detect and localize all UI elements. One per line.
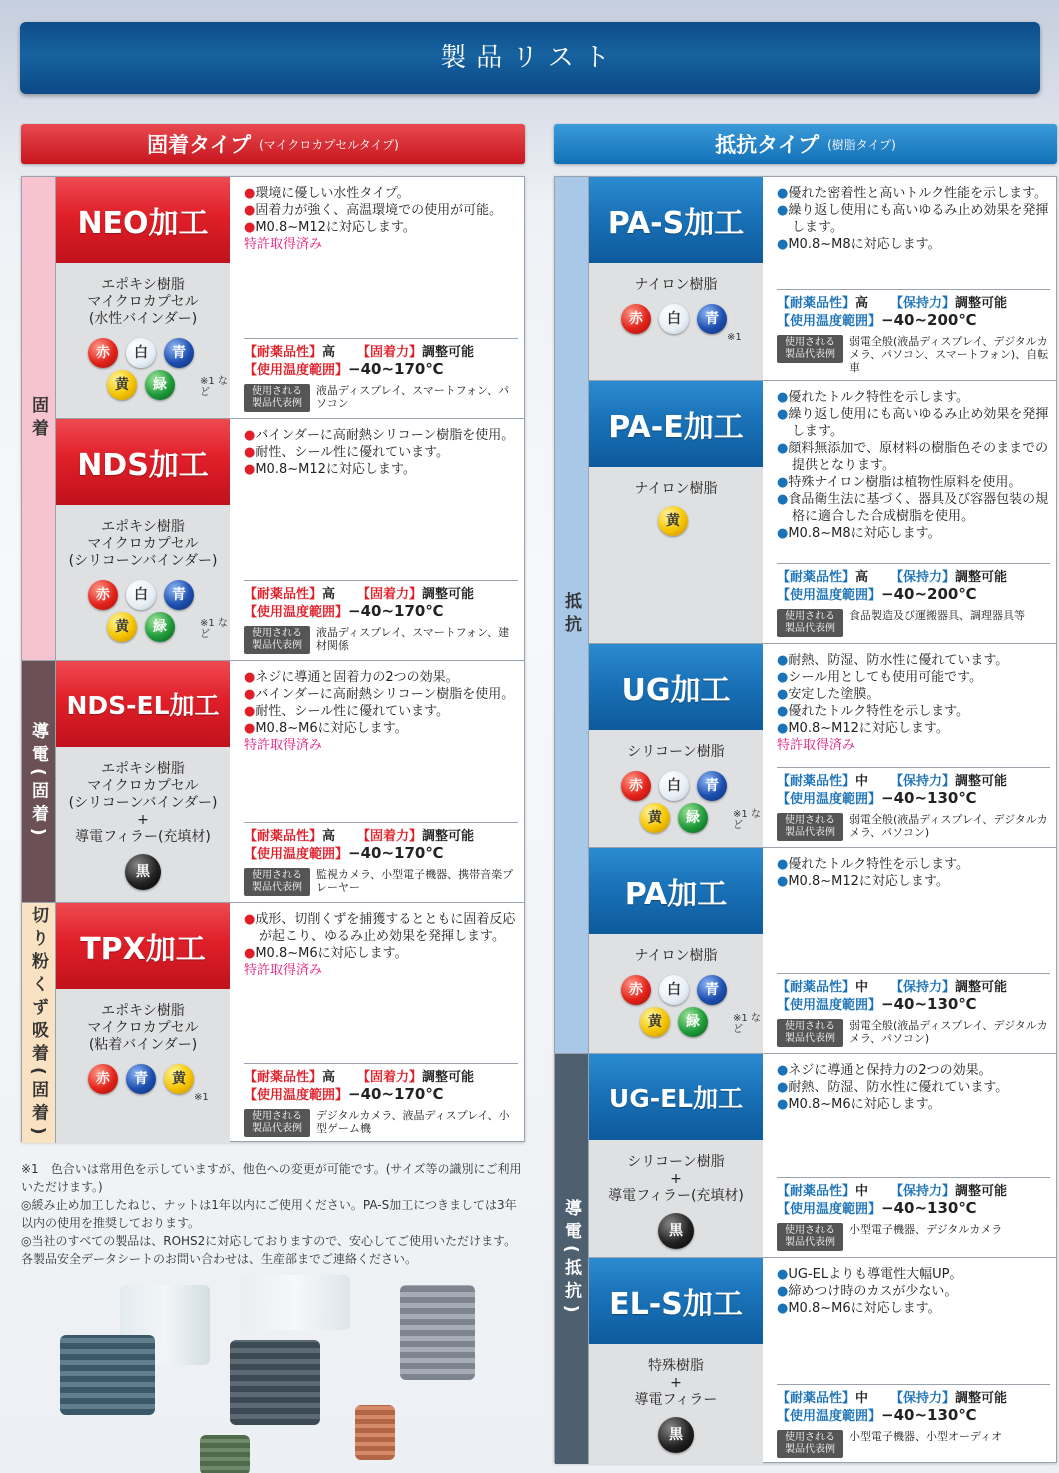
material-line: (シリコーンバインダー) xyxy=(68,795,218,811)
product-row-ug-el xyxy=(589,1054,1056,1258)
description-item: ●M0.8~M12に対応します。 xyxy=(777,874,949,889)
product-row-neo xyxy=(56,177,524,419)
description-item: ●環境に優しい水性タイプ。 xyxy=(244,186,410,201)
color-footnote-mark: ※1 など xyxy=(200,376,228,398)
fixing-type-subtitle: (マイクロカプセルタイプ) xyxy=(259,137,399,152)
product-name: UG-EL加工 xyxy=(589,1054,763,1140)
white-color-ball: 白 xyxy=(659,771,689,801)
description-item: ●M0.8~M8に対応します。 xyxy=(777,526,941,541)
product-description xyxy=(777,1062,1050,1113)
material-line: マイクロカプセル xyxy=(87,778,199,794)
examples-text: デジタルカメラ、液晶ディスプレイ、小型ゲーム機 xyxy=(316,1109,510,1135)
spec-line: 【耐薬品性】高 【固着力】調整可能 xyxy=(244,587,475,602)
product-examples xyxy=(777,1430,1050,1458)
examples-tag: 使用される製品代表例 xyxy=(244,1109,310,1137)
patent-label: 特許取得済み xyxy=(777,738,856,753)
blue-color-ball: 青 xyxy=(697,975,727,1005)
green-color-ball: 緑 xyxy=(145,370,175,400)
product-specs xyxy=(244,338,518,412)
product-examples xyxy=(244,868,518,896)
material-line: マイクロカプセル xyxy=(87,294,199,310)
examples-text: 液晶ディスプレイ、スマートフォン、建材関係 xyxy=(316,626,510,652)
product-description xyxy=(777,185,1050,253)
product-name: TPX加工 xyxy=(56,903,230,989)
spec-line: 【耐薬品性】中 【保持力】調整可能 xyxy=(777,1184,1008,1199)
temperature-line: 【使用温度範囲】−40~170℃ xyxy=(244,1085,444,1103)
temperature-line: 【使用温度範囲】−40~130℃ xyxy=(777,995,977,1013)
spec-line: 【耐薬品性】高 【保持力】調整可能 xyxy=(777,296,1008,311)
blue-color-ball: 青 xyxy=(164,580,194,610)
description-item: ●顔料無添加で、原材料の樹脂色そのままでの提供となります。 xyxy=(777,441,1049,473)
resistance-type-title: 抵抗タイプ xyxy=(715,133,820,157)
product-examples xyxy=(777,335,1050,374)
examples-text: 弱電全般(液晶ディスプレイ、デジタルカメラ、パソコン) xyxy=(849,813,1048,839)
examples-text: 液晶ディスプレイ、スマートフォン、パソコン xyxy=(316,384,510,410)
examples-tag: 使用される製品代表例 xyxy=(777,1430,843,1458)
footnote: ※1 色合いは常用色を示していますが、他色への変更が可能です。(サイズ等の識別にご利用いただけます。) xyxy=(21,1162,522,1194)
description-item: ●M0.8~M12に対応します。 xyxy=(244,462,416,477)
color-footnote-mark: ※1 xyxy=(194,1092,209,1103)
description-item: ●M0.8~M12に対応します。 xyxy=(244,220,416,235)
product-description xyxy=(244,427,518,478)
white-color-ball: 白 xyxy=(659,304,689,334)
category-label: 切り粉くず吸着(固着) xyxy=(28,905,48,1141)
material-line: シリコーン樹脂 xyxy=(627,1154,725,1170)
temperature-line: 【使用温度範囲】−40~130℃ xyxy=(777,789,977,807)
description-item: ●シール用としても使用可能です。 xyxy=(777,670,983,685)
product-examples xyxy=(777,609,1050,637)
product-examples xyxy=(244,384,518,412)
white-color-ball: 白 xyxy=(126,338,156,368)
examples-tag: 使用される製品代表例 xyxy=(244,626,310,654)
footnote: ◎当社のすべての製品は、ROHS2に対応しておりますので、安心してご使用いただけます。各製品安全データシートのお問い合わせは、生産部までご連絡ください。 xyxy=(21,1234,517,1266)
material-line: ナイロン樹脂 xyxy=(634,948,718,964)
description-item: ●安定した塗膜。 xyxy=(777,687,880,702)
product-specs xyxy=(244,822,518,896)
product-material-box xyxy=(56,747,230,902)
temperature-line: 【使用温度範囲】−40~170℃ xyxy=(244,844,444,862)
material-line: ナイロン樹脂 xyxy=(634,277,718,293)
category-fixing xyxy=(22,177,56,661)
examples-text: 食品製造及び運搬器具、調理器具等 xyxy=(849,609,1025,622)
description-item: ●M0.8~M12に対応します。 xyxy=(777,721,949,736)
spec-line: 【耐薬品性】中 【保持力】調整可能 xyxy=(777,774,1008,789)
description-item: ●成形、切削くずを捕獲するとともに固着反応が起こり、ゆるみ止め効果を発揮します。 xyxy=(244,912,516,944)
green-color-ball: 緑 xyxy=(678,803,708,833)
description-item: ●UG-ELよりも導電性大幅UP。 xyxy=(777,1267,963,1282)
patent-label: 特許取得済み xyxy=(244,963,323,978)
material-line: エポキシ樹脂 xyxy=(101,277,185,293)
spec-line: 【耐薬品性】高 【固着力】調整可能 xyxy=(244,1070,475,1085)
red-color-ball: 赤 xyxy=(621,975,651,1005)
material-line: (水性バインダー) xyxy=(88,311,198,327)
material-line: (粘着バインダー) xyxy=(88,1037,198,1053)
product-material-box xyxy=(589,1344,763,1464)
black-color-ball: 黒 xyxy=(658,1213,694,1249)
product-material-box xyxy=(56,505,230,660)
temperature-line: 【使用温度範囲】−40~170℃ xyxy=(244,360,444,378)
product-description xyxy=(777,389,1050,542)
red-color-ball: 赤 xyxy=(88,338,118,368)
product-row-ug xyxy=(589,644,1056,848)
fixing-type-header xyxy=(21,124,525,164)
product-description xyxy=(777,652,1050,754)
blue-color-ball: 青 xyxy=(126,1064,156,1094)
product-material-box xyxy=(589,934,763,1053)
description-item: ●M0.8~M6に対応します。 xyxy=(777,1097,941,1112)
product-examples xyxy=(777,1223,1050,1251)
fixing-type-title: 固着タイプ xyxy=(147,133,252,157)
red-color-ball: 赤 xyxy=(88,1064,118,1094)
description-item: ●優れたトルク特性を示します。 xyxy=(777,857,970,872)
product-specs xyxy=(777,767,1050,841)
product-name: EL-S加工 xyxy=(589,1258,763,1344)
examples-tag: 使用される製品代表例 xyxy=(777,1223,843,1251)
description-item: ●バインダーに高耐熱シリコーン樹脂を使用。 xyxy=(244,428,515,443)
yellow-color-ball: 黄 xyxy=(658,506,688,536)
description-item: ●優れた密着性と高いトルク性能を示します。 xyxy=(777,186,1048,201)
description-item: ●バインダーに高耐熱シリコーン樹脂を使用。 xyxy=(244,687,515,702)
red-color-ball: 赤 xyxy=(621,771,651,801)
temperature-line: 【使用温度範囲】−40~200℃ xyxy=(777,585,977,603)
examples-text: 小型電子機器、小型オーディオ xyxy=(849,1430,1003,1443)
patent-label: 特許取得済み xyxy=(244,237,323,252)
product-examples xyxy=(777,1019,1050,1047)
white-color-ball: 白 xyxy=(126,580,156,610)
description-item: ●優れたトルク特性を示します。 xyxy=(777,390,970,405)
screws-photo xyxy=(40,1275,540,1473)
product-row-pa-s xyxy=(589,177,1056,381)
temperature-line: 【使用温度範囲】−40~200℃ xyxy=(777,311,977,329)
spec-line: 【耐薬品性】高 【保持力】調整可能 xyxy=(777,570,1008,585)
product-specs xyxy=(244,1063,518,1137)
examples-tag: 使用される製品代表例 xyxy=(777,1019,843,1047)
material-line: 特殊樹脂 xyxy=(648,1358,704,1374)
examples-tag: 使用される製品代表例 xyxy=(777,813,843,841)
product-row-nds-el xyxy=(56,661,524,903)
description-item: ●繰り返し使用にも高いゆるみ止め効果を発揮します。 xyxy=(777,203,1049,235)
color-footnote-mark: ※1 xyxy=(727,332,742,343)
resistance-products-table xyxy=(554,176,1057,1463)
material-line: 導電フィラー xyxy=(634,1392,718,1408)
yellow-color-ball: 黄 xyxy=(107,612,137,642)
product-examples xyxy=(244,1109,518,1137)
examples-tag: 使用される製品代表例 xyxy=(777,609,843,637)
description-item: ●M0.8~M6に対応します。 xyxy=(244,721,408,736)
page-banner: 製品リスト xyxy=(20,22,1040,94)
yellow-color-ball: 黄 xyxy=(640,1007,670,1037)
red-color-ball: 赤 xyxy=(621,304,651,334)
category-label: 固着 xyxy=(28,395,48,442)
category-resistance xyxy=(555,177,589,1054)
material-line: エポキシ樹脂 xyxy=(101,761,185,777)
description-item: ●耐熱、防湿、防水性に優れています。 xyxy=(777,1080,1009,1095)
description-item: ●耐熱、防湿、防水性に優れています。 xyxy=(777,653,1009,668)
material-line: 導電フィラー(充填材) xyxy=(608,1188,744,1204)
black-color-ball: 黒 xyxy=(125,854,161,890)
description-item: ●ネジに導通と固着力の2つの効果。 xyxy=(244,670,459,685)
product-specs xyxy=(777,289,1050,374)
product-description xyxy=(777,1266,1050,1317)
category-label: 導電(抵抗) xyxy=(561,1199,581,1319)
product-name: NEO加工 xyxy=(56,177,230,263)
material-line: + xyxy=(670,1375,682,1391)
color-footnote-mark: ※1 など xyxy=(733,1013,761,1035)
examples-text: 弱電全般(液晶ディスプレイ、デジタルカメラ、パソコン、スマートフォン)、自転車 xyxy=(849,335,1049,374)
product-name: PA-E加工 xyxy=(589,381,763,467)
footnotes xyxy=(21,1160,526,1268)
material-line: ナイロン樹脂 xyxy=(634,481,718,497)
description-item: ●M0.8~M6に対応します。 xyxy=(244,946,408,961)
examples-tag: 使用される製品代表例 xyxy=(244,868,310,896)
product-description xyxy=(244,669,518,754)
material-line: エポキシ樹脂 xyxy=(101,519,185,535)
color-footnote-mark: ※1 など xyxy=(200,618,228,640)
description-item: ●M0.8~M6に対応します。 xyxy=(777,1301,941,1316)
description-item: ●食品衛生法に基づく、器具及び容器包装の規格に適合した合成樹脂を使用。 xyxy=(777,492,1049,524)
yellow-color-ball: 黄 xyxy=(164,1064,194,1094)
product-specs xyxy=(777,1177,1050,1251)
product-examples xyxy=(244,626,518,654)
yellow-color-ball: 黄 xyxy=(107,370,137,400)
product-specs xyxy=(777,1384,1050,1458)
description-item: ●繰り返し使用にも高いゆるみ止め効果を発揮します。 xyxy=(777,407,1049,439)
product-description xyxy=(244,911,518,979)
color-footnote-mark: ※1 など xyxy=(733,809,761,831)
spec-line: 【耐薬品性】中 【保持力】調整可能 xyxy=(777,1391,1008,1406)
product-name: PA-S加工 xyxy=(589,177,763,263)
examples-tag: 使用される製品代表例 xyxy=(244,384,310,412)
description-item: ●特殊ナイロン樹脂は植物性原料を使用。 xyxy=(777,475,1022,490)
footnote: ◎緩み止め加工したねじ、ナットは1年以内にご使用ください。PA-S加工につきましては3年以内の使用を推奨しております。 xyxy=(21,1198,517,1230)
category-chip-fixing xyxy=(22,903,56,1143)
product-examples xyxy=(777,813,1050,841)
description-item: ●ネジに導通と保持力の2つの効果。 xyxy=(777,1063,992,1078)
product-row-nds xyxy=(56,419,524,661)
blue-color-ball: 青 xyxy=(164,338,194,368)
description-item: ●固着力が強く、高温環境での使用が可能。 xyxy=(244,203,503,218)
fixing-products-table xyxy=(21,176,525,1142)
material-line: 導電フィラー(充填材) xyxy=(75,829,211,845)
product-name: UG加工 xyxy=(589,644,763,730)
spec-line: 【耐薬品性】高 【固着力】調整可能 xyxy=(244,345,475,360)
examples-text: 弱電全般(液晶ディスプレイ、デジタルカメラ、パソコン) xyxy=(849,1019,1048,1045)
product-name: PA加工 xyxy=(589,848,763,934)
description-item: ●耐性、シール性に優れています。 xyxy=(244,445,450,460)
material-line: マイクロカプセル xyxy=(87,536,199,552)
product-row-el-s xyxy=(589,1258,1056,1464)
examples-text: 小型電子機器、デジタルカメラ xyxy=(849,1223,1003,1236)
description-item: ●耐性、シール性に優れています。 xyxy=(244,704,450,719)
resistance-type-header xyxy=(554,124,1057,164)
resistance-type-subtitle: (樹脂タイプ) xyxy=(827,137,896,152)
material-line: + xyxy=(137,812,149,828)
material-line: シリコーン樹脂 xyxy=(627,744,725,760)
product-material-box xyxy=(589,263,763,380)
description-item: ●優れたトルク特性を示します。 xyxy=(777,704,970,719)
product-description xyxy=(244,185,518,253)
material-line: エポキシ樹脂 xyxy=(101,1003,185,1019)
category-conductive-resistance xyxy=(555,1054,589,1464)
material-line: + xyxy=(670,1171,682,1187)
material-line: (シリコーンバインダー) xyxy=(68,553,218,569)
black-color-ball: 黒 xyxy=(658,1417,694,1453)
examples-text: 監視カメラ、小型電子機器、携帯音楽プレーヤー xyxy=(316,868,514,894)
temperature-line: 【使用温度範囲】−40~130℃ xyxy=(777,1406,977,1424)
product-row-pa-e xyxy=(589,381,1056,644)
blue-color-ball: 青 xyxy=(697,304,727,334)
product-material-box xyxy=(589,730,763,847)
product-name: NDS加工 xyxy=(56,419,230,505)
product-material-box xyxy=(56,989,230,1143)
material-line: マイクロカプセル xyxy=(87,1020,199,1036)
product-row-tpx xyxy=(56,903,524,1143)
product-material-box xyxy=(56,263,230,418)
category-conductive-fixing xyxy=(22,661,56,903)
temperature-line: 【使用温度範囲】−40~170℃ xyxy=(244,602,444,620)
category-label: 抵抗 xyxy=(561,592,581,638)
product-name: NDS-EL加工 xyxy=(56,661,230,747)
green-color-ball: 緑 xyxy=(678,1007,708,1037)
category-label: 導電(固着) xyxy=(28,721,48,842)
product-specs xyxy=(777,973,1050,1047)
spec-line: 【耐薬品性】中 【保持力】調整可能 xyxy=(777,980,1008,995)
red-color-ball: 赤 xyxy=(88,580,118,610)
temperature-line: 【使用温度範囲】−40~130℃ xyxy=(777,1199,977,1217)
examples-tag: 使用される製品代表例 xyxy=(777,335,843,363)
description-item: ●締めつけ時のカスが少ない。 xyxy=(777,1284,958,1299)
product-material-box xyxy=(589,467,763,643)
description-item: ●M0.8~M8に対応します。 xyxy=(777,237,941,252)
green-color-ball: 緑 xyxy=(145,612,175,642)
product-material-box xyxy=(589,1140,763,1257)
patent-label: 特許取得済み xyxy=(244,738,323,753)
product-row-pa xyxy=(589,848,1056,1054)
product-specs xyxy=(244,580,518,654)
product-specs xyxy=(777,563,1050,637)
yellow-color-ball: 黄 xyxy=(640,803,670,833)
product-description xyxy=(777,856,1050,890)
blue-color-ball: 青 xyxy=(697,771,727,801)
white-color-ball: 白 xyxy=(659,975,689,1005)
spec-line: 【耐薬品性】高 【固着力】調整可能 xyxy=(244,829,475,844)
